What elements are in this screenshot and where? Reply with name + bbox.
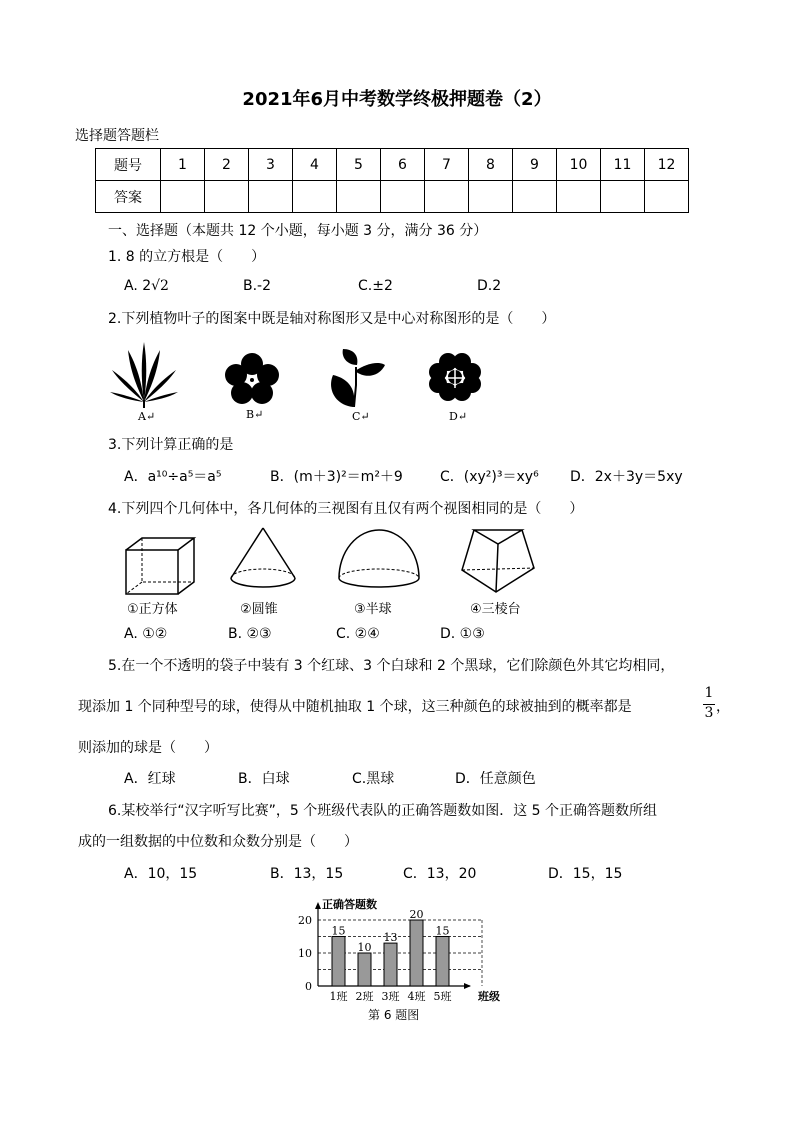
q5-option-d: D．任意颜色 (455, 771, 536, 787)
answer-cell[interactable] (469, 181, 513, 213)
answer-cell[interactable] (293, 181, 337, 213)
answer-cell[interactable] (645, 181, 689, 213)
number-cell: 1 (161, 149, 205, 181)
q2-stem: 2.下列植物叶子的图案中既是轴对称图形又是中心对称图形的是（ ） (108, 311, 556, 327)
q4-option-d: D. ①③ (440, 626, 485, 642)
answer-cell[interactable] (601, 181, 645, 213)
q5-fraction-denominator: 3 (704, 705, 714, 721)
q4-caption-2: ②圆锥 (240, 602, 278, 617)
triangular-frustum-icon (460, 526, 536, 596)
number-cell: 11 (601, 149, 645, 181)
q4-caption-1: ①正方体 (127, 602, 178, 617)
q6-line-1: 6.某校举行“汉字听写比赛”，5 个班级代表队的正确答题数如图．这 5 个正确答题数所组 (108, 803, 658, 819)
answer-cell[interactable] (425, 181, 469, 213)
number-cell: 8 (469, 149, 513, 181)
q6-option-d: D．15，15 (548, 866, 623, 882)
q5-line-1: 5.在一个不透明的袋子中装有 3 个红球、3 个白球和 2 个黑球，它们除颜色外其它均相同， (108, 658, 675, 674)
answer-cell[interactable] (205, 181, 249, 213)
q3-stem: 3.下列计算正确的是 (108, 437, 234, 453)
cone-icon (228, 526, 298, 590)
answer-bar-label: 选择题答题栏 (75, 128, 159, 144)
bar-data-label: 13 (383, 931, 398, 945)
q1-option-b: B.-2 (243, 278, 272, 294)
answer-row-header: 答案 (96, 181, 161, 213)
q5-option-c: C.黑球 (352, 771, 395, 787)
bar-data-label: 15 (435, 924, 450, 938)
q1-stem: 1. 8 的立方根是（ ） (108, 249, 266, 265)
q4-caption-3: ③半球 (354, 602, 392, 617)
y-axis-arrow (315, 902, 321, 909)
q3-option-d: D．2x＋3y＝5xy (570, 469, 683, 485)
hemisphere-icon (336, 526, 422, 590)
q2-label-c: C↵ (352, 410, 370, 423)
number-cell: 4 (293, 149, 337, 181)
y-tick-label: 0 (305, 980, 312, 993)
answer-cell[interactable] (161, 181, 205, 213)
bar (410, 920, 423, 986)
q5-line-2-end: ， (716, 699, 730, 715)
number-cell: 5 (337, 149, 381, 181)
q1-option-a (124, 278, 169, 294)
q2-label-b: B↵ (246, 408, 264, 421)
answer-cell[interactable] (557, 181, 601, 213)
number-cell: 10 (557, 149, 601, 181)
x-tick-label: 5班 (433, 990, 452, 1003)
four-leaf-clover-icon (426, 350, 484, 406)
q4-option-c: C. ②④ (336, 626, 380, 642)
q1-option-a-label: A. 2 (124, 278, 152, 294)
q2-label-d: D↵ (449, 410, 468, 423)
q4-caption-4: ④三棱台 (470, 602, 521, 617)
number-cell: 2 (205, 149, 249, 181)
q5-option-b: B．白球 (238, 771, 290, 787)
answer-table-answer-row (96, 181, 689, 213)
q6-line-2: 成的一组数据的中位数和众数分别是（ ） (78, 834, 358, 850)
answer-cell[interactable] (249, 181, 293, 213)
x-tick-label: 1班 (329, 990, 348, 1003)
q2-label-a: A↵ (138, 410, 156, 423)
bar (384, 943, 397, 986)
q4-option-b: B. ②③ (228, 626, 272, 642)
number-cell: 6 (381, 149, 425, 181)
section-heading: 一、选择题（本题共 12 个小题，每小题 3 分，满分 36 分） (108, 223, 488, 239)
q1-option-d: D.2 (477, 278, 502, 294)
x-axis-label: 班级 (478, 990, 500, 1003)
q5-fraction-numerator: 1 (704, 685, 714, 701)
bar (358, 953, 371, 986)
y-tick-label: 10 (298, 947, 312, 960)
y-axis-label: 正确答题数 (322, 898, 377, 911)
x-tick-label: 4班 (407, 990, 426, 1003)
answer-cell[interactable] (513, 181, 557, 213)
branch-leaves-icon (325, 345, 387, 411)
x-tick-label: 2班 (355, 990, 374, 1003)
number-cell: 12 (645, 149, 689, 181)
bar (436, 937, 449, 987)
number-row-header: 题号 (96, 149, 161, 181)
q4-option-a: A. ①② (124, 626, 168, 642)
q1-option-c: C.±2 (358, 278, 393, 294)
page-title: 2021年6月中考数学终极押题卷（2） (242, 89, 552, 110)
x-axis-arrow (464, 983, 471, 989)
answer-table-number-row (96, 149, 689, 181)
x-tick-label: 3班 (381, 990, 400, 1003)
bar-data-label: 15 (331, 924, 346, 938)
answer-cell[interactable] (337, 181, 381, 213)
number-cell: 9 (513, 149, 557, 181)
cube-icon (122, 536, 198, 598)
y-tick-label: 20 (298, 914, 312, 927)
bar (332, 937, 345, 987)
q5-option-a: A．红球 (124, 771, 176, 787)
number-cell: 3 (249, 149, 293, 181)
bar-data-label: 20 (409, 908, 424, 921)
bar-chart (290, 898, 510, 1006)
plum-flower-icon (224, 352, 280, 406)
q6-option-c: C．13，20 (403, 866, 477, 882)
q6-option-b: B．13，15 (270, 866, 344, 882)
chart-caption: 第 6 题图 (368, 1008, 420, 1022)
bar-data-label: 10 (357, 941, 372, 954)
q5-line-2: 现添加 1 个同种型号的球，使得从中随机抽取 1 个球，这三种颜色的球被抽到的概率都是 (78, 699, 632, 715)
q3-option-a: A．a¹⁰÷a⁵＝a⁵ (124, 469, 222, 485)
number-cell: 7 (425, 149, 469, 181)
q3-option-b: B．(m＋3)²＝m²＋9 (270, 469, 403, 485)
cannabis-leaf-icon (108, 340, 180, 410)
answer-cell[interactable] (381, 181, 425, 213)
answer-table (95, 148, 689, 213)
q5-line-3: 则添加的球是（ ） (78, 740, 218, 756)
q3-option-c: C．(xy²)³＝xy⁶ (440, 469, 539, 485)
q4-stem: 4.下列四个几何体中，各几何体的三视图有且仅有两个视图相同的是（ ） (108, 501, 584, 517)
q6-option-a: A．10，15 (124, 866, 198, 882)
q1-option-a-sqrt: √2 (151, 278, 169, 294)
